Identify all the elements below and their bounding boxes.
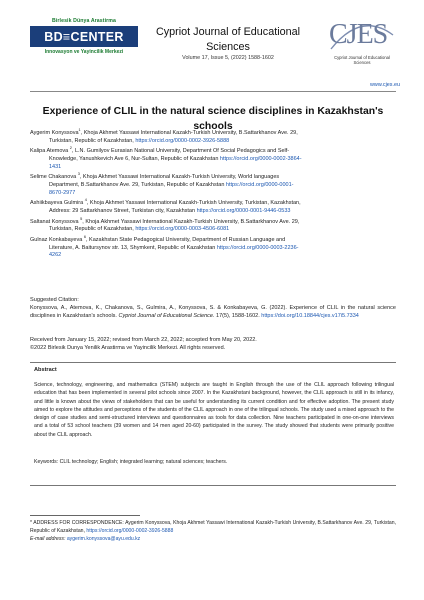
keywords: Keywords: CLIL technology; English; integrated learning; natural sciences; teachers. [34, 459, 228, 465]
author-affiliation: Khoja Akhmet Yassawi International Kazakh-Turkish University, World languages [82, 174, 280, 181]
author-name: Ashiikbayeva Gulmira [30, 200, 84, 207]
author-sup: 2 [69, 146, 72, 151]
author-list [30, 127, 396, 260]
author-affiliation-2: Turkistan, Republic of Kazakhstan, [49, 226, 134, 233]
citation-heading: Suggested Citation: [30, 297, 79, 303]
author-affiliation-2: Department, B.Sattarkhanov Ave. 29, Turkistan, Republic of Kazakhstan [49, 181, 225, 188]
author-sup: 6 [83, 235, 86, 240]
publisher-name: BD≡CENTER [30, 26, 138, 47]
author-affiliation: Khoja Akhmet Yassawi International Kazakh-Turkish University, B.Sattarkhanov Ave. 29, [85, 218, 300, 225]
orcid-link[interactable]: https://orcid.org/0000-0003-4506-6081 [135, 226, 230, 233]
author-affiliation-2: Address: 29 Sattarkhanov Street, Turkistan city, Kazakhstan [49, 207, 196, 214]
header-divider [30, 91, 396, 92]
citation-text: Konyssova, A., Atemova, K., Chakanova, S., Gulmira, A., Konyssova, S. & Konkabayeva, G. (2022). Experience of CLIL in the natural science disciplines in Kazakhstan's schools. [30, 305, 396, 319]
received-dates: Received from January 15, 2022; revised from March 22, 2022; accepted from May 20, 2022. [30, 337, 257, 343]
author-name: Gulnaz Konkabayeva [30, 236, 83, 243]
correspondence-footnote [30, 520, 396, 543]
footnote-text: * ADDRESS FOR CORRESPONDENCE: Aygerim Konyssova, Khoja Akhmet Yassawi International Kazakh-Turkish University, B.Sattarkhanov Ave. 29, Turkistan, Republic of Kazakhstan, [30, 520, 396, 534]
email-label: E-mail address: [30, 535, 66, 542]
author-affiliation: Khoja Akhmet Yassawi International Kazakh-Turkish University, Turkistan, Kazakhstan, [89, 200, 301, 207]
author-affiliation-2: Literature, A. Baitursynov str. 13, Shymkent, Republic of Kazakhstan [49, 244, 216, 251]
citation-doi-link[interactable]: https://doi.org/10.18844/cjes.v17i5.7334 [261, 313, 359, 319]
copyright-notice: ©2022 Birlesik Dunya Yenilik Arastirma ve Yayincilik Merkezi. All rights reserved. [30, 345, 226, 351]
orcid-link[interactable]: https://orcid.org/0000-0001-9446-0533 [196, 207, 291, 214]
footnote-divider [30, 515, 140, 516]
abstract-text: Science, technology, engineering, and mathematics (STEM) subjects are taught in English through the use of the CLIL approach following trilingual education that has been implemented in several pilot schools since 2007. In the Kazakhstani background, however, the CLIL approach is still in its infancy, and little is known about the views of stakeholders that can be useful for understanding its current condition and for effective adoption. The present study aimed to explore the attitudes and perceptions of the students of the CLIL approach in one of the trilingual schools. The study used a mixed approach to the design of case studies and semi-structured interviews and questionnaires as tools for data collection. Nine teachers participated in one-on-one interviews and a total of 53 school teachers (39 women and 14 men aged 20-60) participated in the survey. The study showed that students were primarily positive about the CLIL approach. [34, 382, 394, 438]
cjes-logo-text: CJES [329, 19, 388, 50]
footnote-orcid-link[interactable]: https://orcid.org/0000-0002-3926-5888 [86, 527, 174, 534]
author-entry: Aygerim Konyssova$^1$, Khoja Akhmet Yassawi International Kazakh-Turkish University, B.Sattarkhanov Ave. 29, Turkistan, Republic of Kazakhstan, https://orcid.org/0000-0002-3926-5888 [30, 128, 298, 144]
cjes-tagline: Cypriot Journal of Educational Sciences [334, 55, 390, 65]
suggested-citation [30, 296, 396, 320]
author-name: Saltanat Konyssova [30, 218, 79, 225]
author-entry: Ashiikbayeva Gulmira $^4$, Khoja Akhmet Yassawi International Kazakh-Turkish University, Turkistan, Kazakhstan, Address: 29 Sattarkhanov Street, Turkistan city, Kazakhstan https://orcid.org/0000-0001-9446-0533 [30, 198, 301, 214]
orcid-link[interactable]: https://orcid.org/0000-0001- [225, 181, 294, 188]
publisher-logo [30, 18, 138, 66]
author-sup: 5 [80, 216, 83, 221]
author-affiliation: Kazakhstan State Pedagogical University, Department of Russian Language and [89, 236, 286, 243]
journal-volume: Volume 17, Issue 5, (2022) 1588-1602 [182, 55, 274, 61]
orcid-link[interactable]: https://orcid.org/0000-0002-3864- [219, 155, 302, 162]
author-entry: Saltanat Konyssova $^5$, Khoja Akhmet Yassawi International Kazakh-Turkish University, B.Sattarkhanov Ave. 29, Turkistan, Republic of Kazakhstan, https://orcid.org/0000-0003-4506-6081 [30, 216, 300, 233]
author-affiliation-2: Knowledge, Yanushkevich Ave 6, Nur-Sultan, Republic of Kazakhstan [49, 155, 219, 162]
orcid-link-cont[interactable]: 1431 [49, 163, 62, 170]
email-link[interactable]: aygerim.konyssova@ayu.edu.kz [66, 535, 141, 542]
publisher-subtext: Innovasyon ve Yayincilik Merkezi [44, 49, 124, 55]
author-name: Selime Chakanova [30, 174, 77, 181]
author-entry: Selime Chakanova $^3$, Khoja Akhmet Yassawi International Kazakh-Turkish University, World languages Department, B.Sattarkhanov Ave. 29, Turkistan, Republic of Kazakhstan https://orcid.org/0000-0001- 8670-2977 [30, 172, 294, 196]
journal-url[interactable]: www.cjes.eu [370, 82, 400, 88]
journal-name: Cypriot Journal of Educational Sciences [155, 26, 301, 53]
orcid-link[interactable]: https://orcid.org/0000-0003-2236- [216, 244, 299, 251]
citation-journal: Cypriot Journal of Educational Science. [118, 313, 215, 319]
publisher-top-text: Birlesik Dünya Arastirma [52, 18, 116, 24]
author-sup: 4 [84, 198, 87, 203]
author-affiliation-2: Turkistan, Republic of Kazakhstan, [49, 137, 134, 144]
orcid-link[interactable]: https://orcid.org/0000-0002-3926-5888 [135, 137, 230, 144]
orcid-link-cont[interactable]: 4262 [49, 252, 62, 259]
author-name: Kalipa Atemova [30, 148, 69, 155]
author-entry: Kalipa Atemova $^2$, L.N. Gumilyov Eurasian National University, Department Of Social Pedagogics and Self- Knowledge, Yanushkevich Ave 6, Nur-Sultan, Republic of Kazakhstan https://orcid.org/0000-0002-3864- 1431 [30, 146, 302, 170]
author-affiliation: Khoja Akhmet Yassawi International Kazakh-Turkish University, B.Sattarkhanov Ave. 29, [83, 129, 298, 136]
received-info [30, 336, 396, 352]
cjes-logo [327, 17, 395, 73]
abstract-heading: Abstract [34, 367, 57, 373]
author-name: Aygerim Konyssova [30, 129, 79, 136]
orcid-link-cont[interactable]: 8670-2977 [49, 189, 76, 196]
paper-title: Experience of CLIL in the natural science disciplines in Kazakhstan's schools [42, 106, 384, 132]
author-sup: 3 [77, 172, 80, 177]
citation-volume: 17(5), 1588-1602. [216, 313, 260, 319]
author-sup: 1 [78, 128, 81, 132]
author-entry: Gulnaz Konkabayeva $^6$, Kazakhstan State Pedagogical University, Department of Russian Language and Literature, A. Baitursynov str. 13, Shymkent, Republic of Kazakhstan https://orcid.org/0000-0003-2236- 4262 [30, 235, 299, 259]
author-affiliation: L.N. Gumilyov Eurasian National University, Department Of Social Pedagogics and Self- [74, 148, 290, 155]
